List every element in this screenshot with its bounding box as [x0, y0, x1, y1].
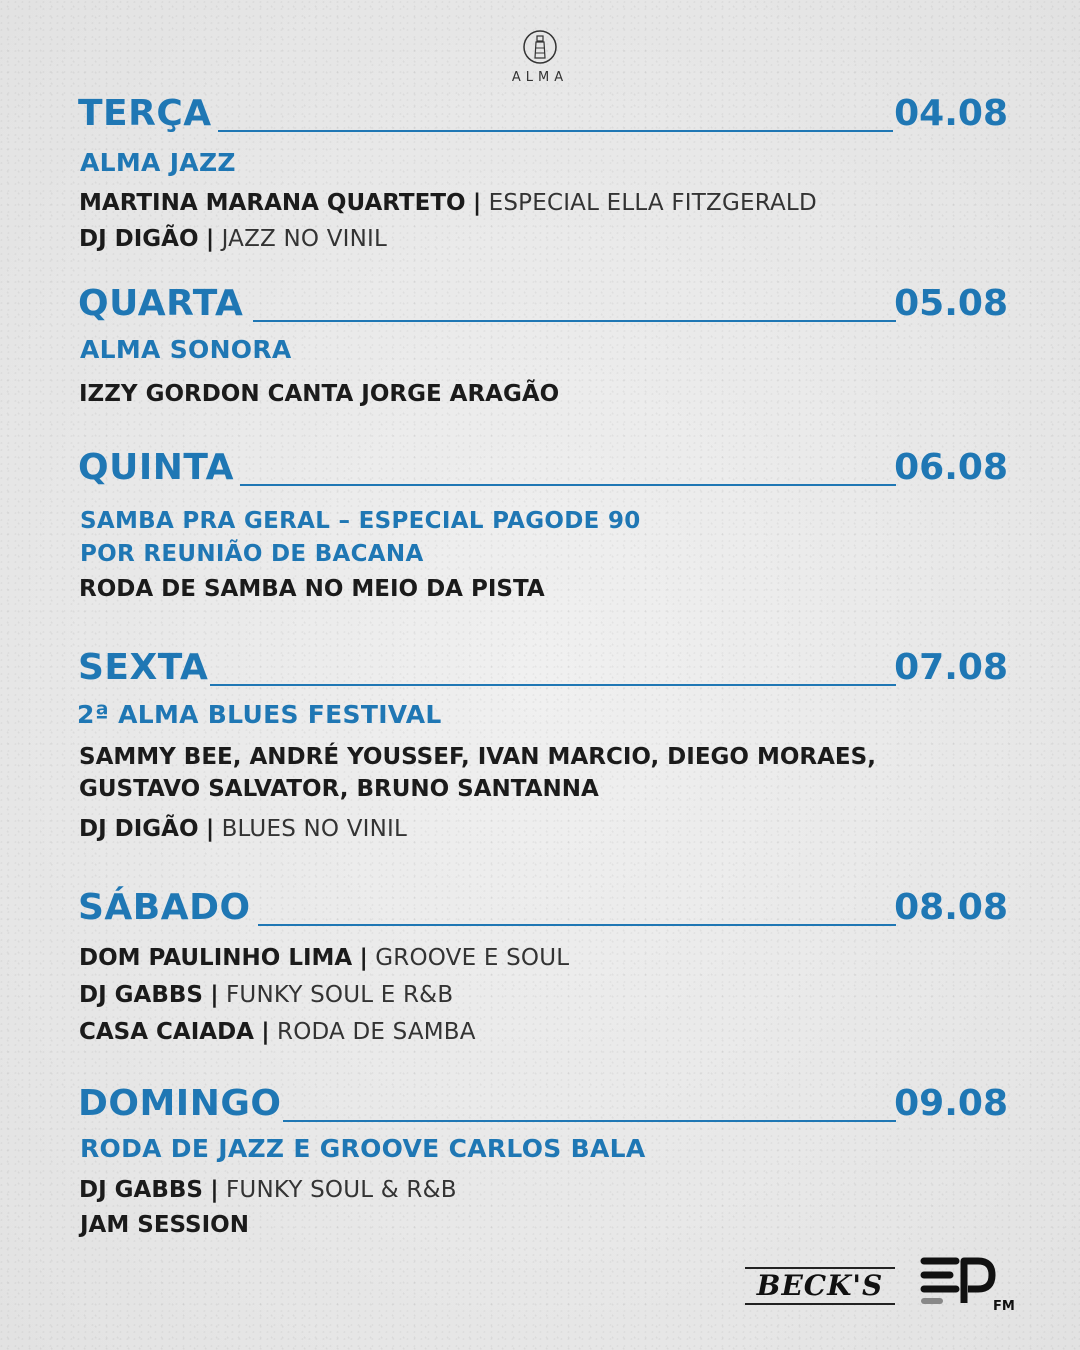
- day-name: SEXTA: [78, 647, 209, 688]
- day-date: 08.08: [894, 887, 1008, 928]
- day-divider: [240, 484, 896, 486]
- act-line: [79, 746, 876, 769]
- sponsors: [745, 1255, 1025, 1315]
- event-title: SAMBA PRA GERAL – ESPECIAL PAGODE 90: [80, 508, 641, 534]
- act-description: BLUES NO VINIL: [221, 816, 408, 842]
- logo-text: ALMA: [511, 70, 569, 85]
- act-separator: |: [261, 1019, 270, 1045]
- day-divider: [210, 684, 896, 686]
- act-separator: |: [210, 982, 219, 1008]
- day-date: 04.08: [894, 93, 1008, 134]
- act-description: ESPECIAL ELLA FITZGERALD: [488, 190, 817, 216]
- alma-logo: [490, 28, 590, 85]
- ep-fm-logo-icon: [920, 1255, 1000, 1311]
- act-artist: RODA DE SAMBA NO MEIO DA PISTA: [79, 576, 545, 602]
- act-artist: DOM PAULINHO LIMA: [79, 945, 353, 971]
- act-artist: MARTINA MARANA QUARTETO: [79, 190, 466, 216]
- day-divider: [253, 320, 896, 322]
- act-description: FUNKY SOUL E R&B: [226, 982, 454, 1008]
- act-artist: DJ GABBS: [79, 982, 203, 1008]
- day-name: SÁBADO: [78, 887, 251, 928]
- day-name: QUINTA: [78, 447, 234, 488]
- lighthouse-icon: [523, 28, 557, 66]
- act-line: [79, 984, 453, 1007]
- act-line: [80, 1214, 249, 1237]
- act-line: [79, 228, 387, 251]
- act-artist: DJ DIGÃO: [79, 226, 199, 252]
- day-header-quarta: [78, 278, 1008, 328]
- act-separator: |: [472, 190, 482, 216]
- event-title: RODA DE JAZZ E GROOVE CARLOS BALA: [80, 1134, 646, 1163]
- act-artist: SAMMY BEE, ANDRÉ YOUSSEF, IVAN MARCIO, DIEGO MORAES,: [79, 744, 876, 770]
- event-title: 2ª ALMA BLUES FESTIVAL: [77, 700, 442, 729]
- act-line: [79, 192, 817, 215]
- act-line: [79, 947, 569, 970]
- act-separator: |: [359, 945, 368, 971]
- act-separator: |: [205, 226, 215, 252]
- event-title: ALMA JAZZ: [80, 148, 236, 177]
- act-description: JAZZ NO VINIL: [221, 226, 388, 252]
- event-subtitle: POR REUNIÃO DE BACANA: [80, 541, 424, 567]
- day-name: TERÇA: [78, 93, 212, 134]
- day-divider: [218, 130, 893, 132]
- day-header-sexta: [78, 642, 1008, 692]
- day-date: 06.08: [894, 447, 1008, 488]
- act-line: [79, 578, 545, 601]
- act-line: [79, 818, 407, 841]
- act-description: FUNKY SOUL & R&B: [226, 1177, 457, 1203]
- fm-label: FM: [993, 1299, 1015, 1314]
- event-title: ALMA SONORA: [80, 335, 292, 364]
- act-artist: DJ DIGÃO: [79, 816, 199, 842]
- act-line: [79, 1021, 476, 1044]
- day-name: DOMINGO: [78, 1083, 282, 1124]
- act-artist: DJ GABBS: [79, 1177, 203, 1203]
- day-date: 07.08: [894, 647, 1008, 688]
- day-date: 09.08: [894, 1083, 1008, 1124]
- act-line: [79, 383, 559, 406]
- act-separator: |: [205, 816, 215, 842]
- act-artist: IZZY GORDON CANTA JORGE ARAGÃO: [79, 381, 560, 407]
- day-header-quinta: [78, 442, 1008, 492]
- act-description: RODA DE SAMBA: [277, 1019, 476, 1045]
- act-artist: JAM SESSION: [80, 1212, 249, 1238]
- act-artist: GUSTAVO SALVATOR, BRUNO SANTANNA: [79, 776, 599, 802]
- act-artist: CASA CAIADA: [79, 1019, 254, 1045]
- act-description: GROOVE E SOUL: [375, 945, 570, 971]
- becks-logo: BECK'S: [745, 1267, 895, 1305]
- act-line: [79, 1179, 457, 1202]
- day-header-terca: [78, 88, 1008, 138]
- act-separator: |: [210, 1177, 219, 1203]
- day-header-sabado: [78, 882, 1008, 932]
- day-header-domingo: [78, 1078, 1008, 1128]
- day-divider: [283, 1120, 896, 1122]
- day-divider: [258, 924, 896, 926]
- day-date: 05.08: [894, 283, 1008, 324]
- day-name: QUARTA: [78, 283, 244, 324]
- act-line: [79, 778, 599, 801]
